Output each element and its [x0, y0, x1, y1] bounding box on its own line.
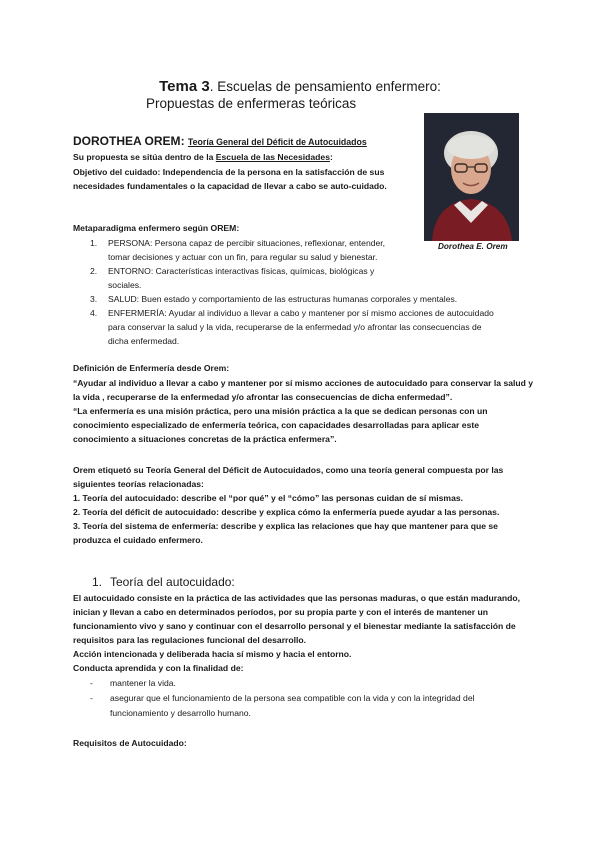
theory-item-cont: produzca el cuidado enfermero. [73, 535, 203, 545]
list-item: 2. ENTORNO: Características interactivas físicas, químicas, biológicas y [90, 266, 375, 276]
theory-item: 3. Teoría del sistema de enfermería: describe y explica las relaciones que hay que mantener para que se [73, 521, 498, 531]
definition-line: “La enfermería es una misión práctica, pero una misión práctica a la que se dedican personas con un [73, 406, 488, 416]
list-item-cont: tomar decisiones y actuar con un fin, para regular su salud y bienestar. [108, 252, 378, 262]
definition-line: conocimiento a situaciones concretas de la práctica enfermera”. [73, 434, 337, 444]
definition-line: la vida , recuperarse de la enfermedad y/o afrontar las consecuencias de dicha enfermedad”. [73, 392, 453, 402]
photo-caption: Dorothea E. Orem [438, 242, 508, 251]
bullet-item-cont: funcionamiento y desarrollo humano. [110, 708, 251, 718]
metaparadigm-heading: Metaparadigma enfermero según OREM: [73, 223, 240, 233]
objective-line: necesidades fundamentales o la capacidad de llevar a cabo se auto-cuidado. [73, 181, 387, 191]
list-item-cont: dicha enfermedad. [108, 336, 180, 346]
document-subtitle: Propuestas de enfermeras teóricas [146, 96, 357, 111]
section-heading: 1. Teoría del autocuidado: [92, 575, 235, 589]
orem-heading: DOROTHEA OREM: Teoría General del Déficit de Autocuidados [73, 134, 367, 148]
portrait-photo [424, 113, 519, 241]
section-line: Conducta aprendida y con la finalidad de: [73, 663, 244, 673]
theory-item: 2. Teoría del déficit de autocuidado: describe y explica cómo la enfermería puede ayudar a las personas. [73, 507, 500, 517]
section-line: inician y llevan a cabo en determinados períodos, por su propia parte y con el interés de mantener un [73, 607, 488, 617]
theories-intro: Orem etiquetó su Teoría General del Déficit de Autocuidados, como una teoría general compuesta por las [73, 465, 504, 475]
section-line: Acción intencionada y deliberada hacia sí mismo y hacia el entorno. [73, 649, 352, 659]
definition-line: conocimiento especializado de enfermería teórica, con capacidades desarrolladas para aplicar este [73, 420, 479, 430]
list-item-cont: para conservar la salud y la vida, recuperarse de la enfermedad y/o afrontar las consecuencias de [108, 322, 482, 332]
theories-intro: siguientes teorías relacionadas: [73, 479, 204, 489]
school-line: Su propuesta se sitúa dentro de la Escuela de las Necesidades: [73, 152, 333, 162]
section-line: El autocuidado consiste en la práctica de las actividades que las personas maduras, o que están madurando, [73, 593, 521, 603]
list-item: 3. SALUD: Buen estado y comportamiento de las estructuras humanas corporales y mentales. [90, 294, 458, 304]
requisites-heading: Requisitos de Autocuidado: [73, 738, 187, 748]
bullet-item: - mantener la vida. [90, 678, 176, 688]
bullet-item: - asegurar que el funcionamiento de la persona sea compatible con la vida y con la integridad del [90, 693, 475, 703]
theory-item: 1. Teoría del autocuidado: describe el “por qué” y el “cómo” las personas cuidan de sí mismas. [73, 493, 464, 503]
definition-heading: Definición de Enfermería desde Orem: [73, 363, 230, 373]
list-item: 1. PERSONA: Persona capaz de percibir situaciones, reflexionar, entender, [90, 238, 386, 248]
tema-label: Tema 3 [159, 78, 210, 95]
list-item: 4. ENFERMERÍA: Ayudar al individuo a llevar a cabo y mantener por sí mismo acciones de autocuidado [90, 308, 494, 318]
section-line: funcionamiento vivo y sano y continuar con el desarrollo personal y el bienestar mediante la satisfacción de [73, 621, 516, 631]
document-title: Tema 3. Escuelas de pensamiento enfermero: [159, 78, 441, 95]
objective-line: Objetivo del cuidado: Independencia de la persona en la satisfacción de sus [73, 167, 385, 177]
theory-name: Teoría General del Déficit de Autocuidados [187, 137, 367, 147]
definition-line: “Ayudar al individuo a llevar a cabo y mantener por sí mismo acciones de autocuidado para conservar la salud y [73, 378, 534, 388]
list-item-cont: sociales. [108, 280, 142, 290]
section-line: requisitos para las regulaciones funcional del desarrollo. [73, 635, 307, 645]
